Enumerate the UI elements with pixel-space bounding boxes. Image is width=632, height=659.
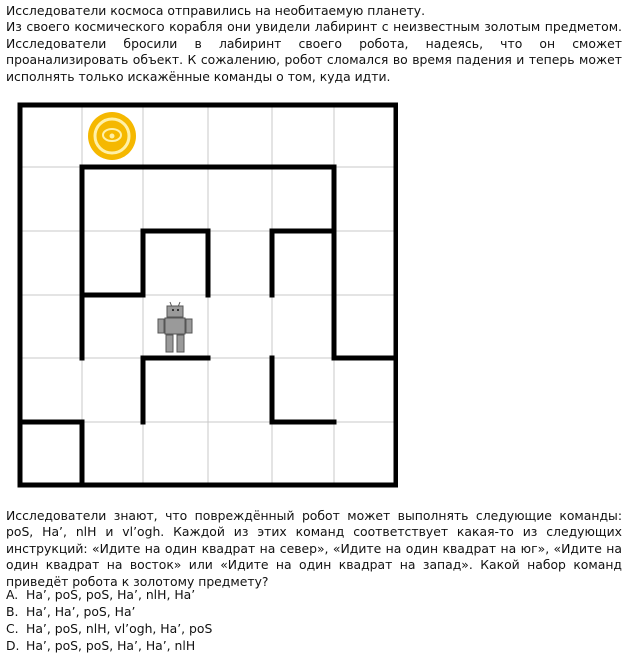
intro-line-1: Исследователи космоса отправились на необитаемую планету. (6, 3, 426, 18)
option-letter: A. (6, 587, 19, 603)
option-a (6, 587, 622, 604)
option-letter: D. (6, 638, 20, 654)
maze-wall (20, 422, 82, 485)
intro-paragraph: Из своего космического корабля они увидели лабиринт с неизвестным золотым предметом. Исследователи бросили в лабиринт своего робота, надеясь, что он сможет проанализировать объект. К сожалению, робот сломался во время падения и теперь может исполнять только искажённые команды о том, куда идти. (6, 19, 622, 84)
answer-options (6, 587, 622, 655)
maze-wall (143, 358, 208, 422)
option-c (6, 621, 622, 638)
intro-text (6, 3, 622, 85)
gold-coin (88, 112, 136, 160)
robot-icon (158, 302, 192, 352)
maze-figure (14, 99, 398, 491)
option-text: Ha’, poS, poS, Ha’, Ha’, nlH (26, 638, 196, 654)
maze-wall (272, 358, 334, 422)
option-d (6, 638, 622, 655)
option-text: Ha’, poS, nlH, vl’ogh, Ha’, poS (26, 621, 213, 637)
question-text: Исследователи знают, что повреждённый робот может выполнять следующие команды: poS, Ha’, nlH и vl’ogh. Каждой из этих команд соответствует какая-то из следующих инструкций: «Идите на один квадрат на север», «Идите на один квадрат на юг», «Идите на один квадрат на восток» или «Идите на один квадрат на запад». Какой набор команд приведёт робота к золотому предмету? (6, 508, 622, 589)
option-text: Ha’, poS, poS, Ha’, nlH, Ha’ (26, 587, 196, 603)
maze-wall (143, 231, 208, 295)
option-text: Ha’, Ha’, poS, Ha’ (26, 604, 136, 620)
option-b (6, 604, 622, 621)
option-letter: C. (6, 621, 19, 637)
option-letter: B. (6, 604, 19, 620)
